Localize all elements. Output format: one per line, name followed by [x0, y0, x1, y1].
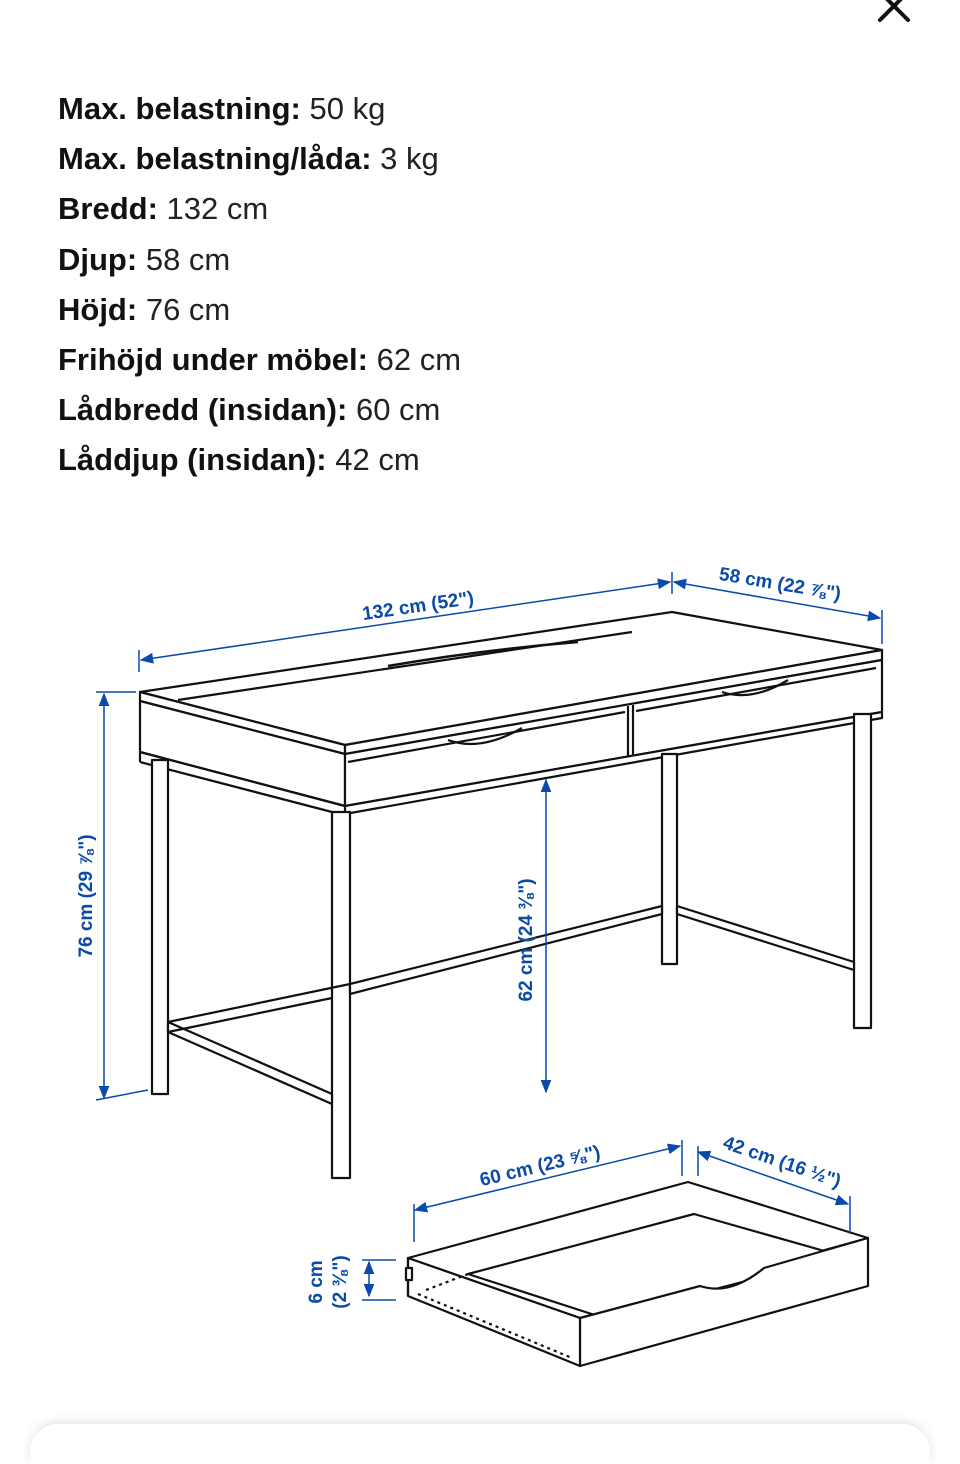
spec-label: Max. belastning: — [58, 91, 301, 126]
clearance-label: 62 cm (24 ⅜") — [516, 878, 537, 1002]
spec-label: Lådbredd (insidan): — [58, 392, 348, 428]
drawer-illustration — [406, 1182, 868, 1366]
desk-illustration — [140, 612, 882, 1178]
spec-label: Djup: — [58, 241, 138, 277]
spec-height — [58, 285, 461, 335]
desk-line-drawing — [0, 540, 960, 1444]
close-icon — [866, 0, 922, 34]
spec-drawer-width — [58, 385, 461, 435]
spec-width — [58, 184, 461, 234]
spec-label: Bredd: — [58, 191, 158, 227]
spec-value: 76 cm — [145, 291, 231, 327]
spec-depth — [58, 235, 461, 285]
spec-value: 62 cm — [376, 342, 462, 378]
spec-value: 3 kg — [380, 141, 439, 177]
drawer-depth-label: 42 cm (16 ½") — [720, 1132, 844, 1193]
spec-value: 60 cm — [355, 392, 441, 428]
drawer-height-label-1: 6 cm — [306, 1260, 327, 1304]
spec-max-load — [58, 84, 461, 134]
spec-label: Max. belastning/låda: — [58, 141, 372, 177]
spec-value: 50 kg — [309, 91, 386, 126]
spec-label: Höjd: — [58, 291, 138, 327]
spec-value: 42 cm — [335, 442, 420, 478]
spec-label: Frihöjd under möbel: — [58, 342, 368, 378]
spec-value: 132 cm — [166, 191, 269, 227]
spec-drawer-depth — [58, 435, 461, 485]
bottom-sheet-edge — [30, 1424, 930, 1464]
desk-width-label: 132 cm (52") — [360, 587, 476, 626]
desk-depth-label: 58 cm (22 ⅞") — [717, 563, 843, 606]
close-button[interactable] — [866, 0, 922, 34]
spec-value: 58 cm — [145, 241, 231, 277]
drawer-width-label: 60 cm (23 ⅝") — [477, 1141, 603, 1192]
desk-height-label: 76 cm (29 ⅞") — [76, 834, 97, 958]
spec-max-load-drawer — [58, 134, 461, 184]
product-specs — [58, 84, 461, 486]
drawer-height-label-2: (2 ⅜") — [330, 1255, 351, 1309]
dimension-diagram — [0, 540, 960, 1444]
spec-label: Låddjup (insidan): — [58, 442, 327, 478]
spec-clearance — [58, 335, 461, 385]
